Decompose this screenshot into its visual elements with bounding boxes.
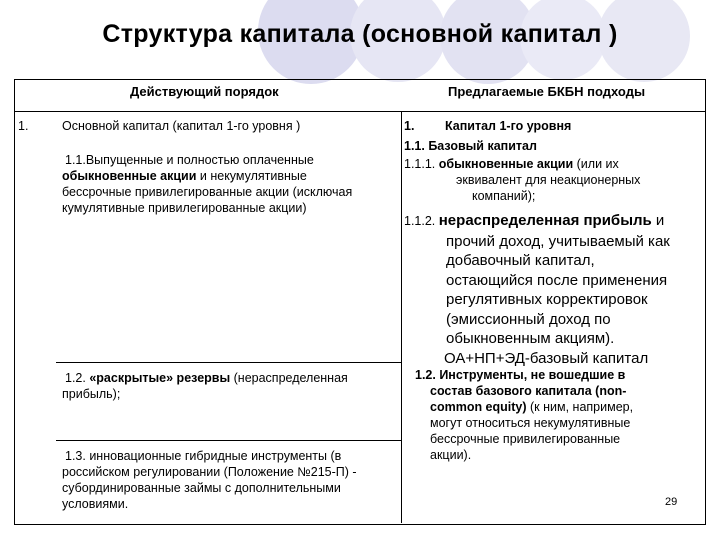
right-item-title: Капитал 1-го уровня	[445, 119, 572, 133]
left-section-1-1: 1.1.Выпущенные и полностью оплаченные обыкновенные акции и некумулятивные бессрочные привилегированные акции (исключая кумулятивные привилегированные акции)	[62, 153, 353, 215]
left-item-title: Основной капитал (капитал 1-го уровня )	[62, 119, 301, 133]
right-section-1-2: 1.2. Инструменты, не вошедшие в состав базового капитала (non- common equity) (к ним, например, могут относиться некумулятивные бессрочные привилегированные акции).	[415, 368, 634, 462]
right-base-capital: 1.1. Базовый капитал	[404, 139, 537, 153]
left-divider-2	[56, 440, 401, 441]
left-item-number: 1.	[18, 119, 29, 133]
header-divider	[14, 111, 706, 112]
left-section-1-2: 1.2. «раскрытые» резервы (нераспределенная прибыль);	[62, 371, 348, 401]
slide-title: Структура капитала (основной капитал )	[102, 20, 618, 48]
page-number: 29	[665, 496, 678, 508]
left-section-1-3: 1.3. инновационные гибридные инструменты (в российском регулировании (Положение №215-П) - субординированные займы с дополнительными условиями.	[62, 449, 357, 511]
left-divider-1	[56, 362, 401, 363]
right-item-number: 1.	[404, 119, 415, 133]
right-section-1-1-1: 1.1.1. обыкновенные акции (или их эквивалент для неакционерных компаний);	[404, 157, 641, 203]
left-header: Действующий порядок	[130, 84, 279, 99]
right-section-1-1-2: 1.1.2. нераспределенная прибыль и прочий доход, учитываемый как добавочный капитал, остающийся после применения регулятивных корректировок (эмиссионный доход по обыкновенным акциям). ОА+НП+ЭД-базовый капитал	[404, 212, 670, 367]
right-header: Предлагаемые БКБН подходы	[448, 84, 646, 99]
column-divider	[401, 112, 402, 523]
